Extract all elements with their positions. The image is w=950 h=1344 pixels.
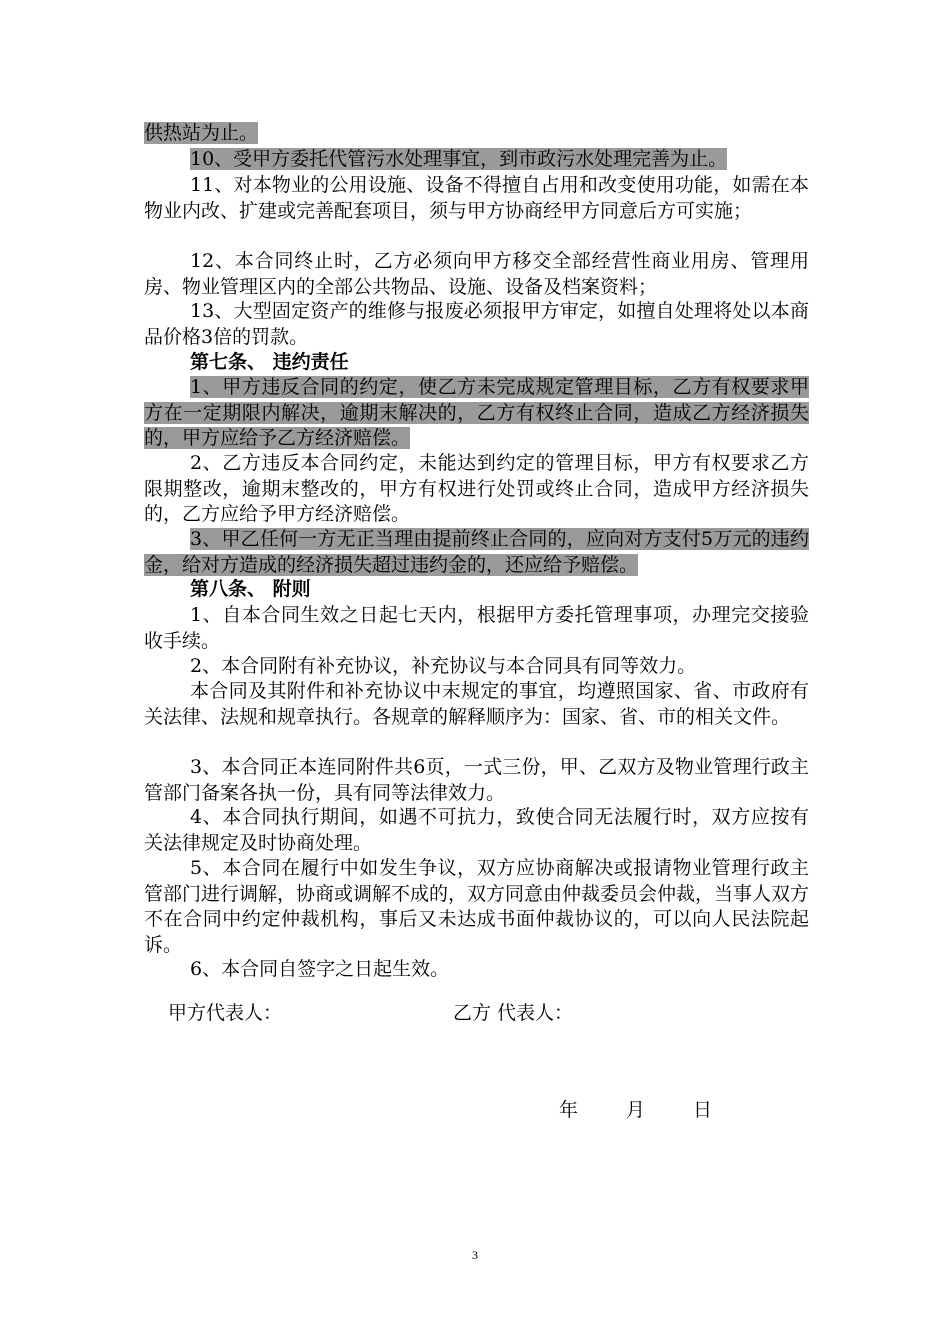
paragraph-supplementary-1: 1、自本合同生效之日起七天内，根据甲方委托管理事项，办理完交接验收手续。 <box>144 604 809 652</box>
paragraph-item-13: 13、大型固定资产的维修与报废必须报甲方审定，如擅自处理将处以本商品价格3倍的罚款。 <box>144 300 809 348</box>
party-b-representative-label: 乙方 代表人： <box>453 1002 574 1024</box>
paragraph-supplementary-4: 4、本合同执行期间，如遇不可抗力，致使合同无法履行时，双方应按有关法律规定及时协商处理。 <box>144 806 809 854</box>
party-a-representative-label: 甲方代表人： <box>168 1002 283 1024</box>
highlighted-text: 供热站为止。 <box>144 122 259 144</box>
paragraph-item-12: 12、本合同终止时，乙方必须向甲方移交全部经营性商业用房、管理用房、物业管理区内的全部公共物品、设施、设备及档案资料； <box>144 250 809 298</box>
paragraph-supplementary-6: 6、本合同自签字之日起生效。 <box>190 958 450 980</box>
page-number: 3 <box>472 1248 478 1262</box>
paragraph-supplementary-2: 2、本合同附有补充协议，补充协议与本合同具有同等效力。 <box>190 655 697 677</box>
section-heading-article-8: 第八条、 附则 <box>190 578 311 600</box>
paragraph-breach-1 <box>144 375 809 452</box>
paragraph-supplementary-unregulated: 本合同及其附件和补充协议中末规定的事宜，均遵照国家、省、市政府有关法律、法规和规章执行。各规章的解释顺序为：国家、省、市的相关文件。 <box>144 680 809 728</box>
paragraph-item-11: 11、对本物业的公用设施、设备不得擅自占用和改变使用功能，如需在本物业内改、扩建或完善配套项目，须与甲方协商经甲方同意后方可实施； <box>144 174 809 222</box>
paragraph-supplementary-3: 3、本合同正本连同附件共6页，一式三份，甲、乙双方及物业管理行政主管部门备案各执一份，具有同等法律效力。 <box>144 756 809 804</box>
highlighted-text: 10、受甲方委托代管污水处理事宜，到市政污水处理完善为止。 <box>190 148 728 170</box>
highlighted-text: 3、甲乙任何一方无正当理由提前终止合同的，应向对方支付5万元的违约金，给对方造成的经济损失超过违约金的，还应给予赔偿。 <box>144 528 809 576</box>
date-year-label: 年 <box>559 1099 579 1121</box>
date-day-label: 日 <box>693 1099 713 1121</box>
section-heading-article-7: 第七条、 违约责任 <box>190 351 349 373</box>
paragraph-breach-2: 2、乙方违反本合同约定，未能达到约定的管理目标，甲方有权要求乙方限期整改，逾期末整改的，甲方有权进行处罚或终止合同，造成甲方经济损失的，乙方应给予甲方经济赔偿。 <box>144 452 809 526</box>
paragraph-breach-3 <box>144 527 809 578</box>
paragraph-item-10 <box>144 147 809 173</box>
paragraph-supplementary-5: 5、本合同在履行中如发生争议，双方应协商解决或报请物业管理行政主管部门进行调解，协商或调解不成的，双方同意由仲裁委员会仲裁，当事人双方不在合同中约定仲裁机构，事后又未达成书面仲裁协议的，可以向人民法院起诉。 <box>144 857 810 956</box>
date-month-label: 月 <box>626 1099 646 1121</box>
paragraph-continuation <box>144 121 809 147</box>
highlighted-text: 1、甲方违反合同的约定，使乙方未完成规定管理目标，乙方有权要求甲方在一定期限内解决，逾期末解决的，乙方有权终止合同，造成乙方经济损失的，甲方应给予乙方经济赔偿。 <box>144 376 809 450</box>
